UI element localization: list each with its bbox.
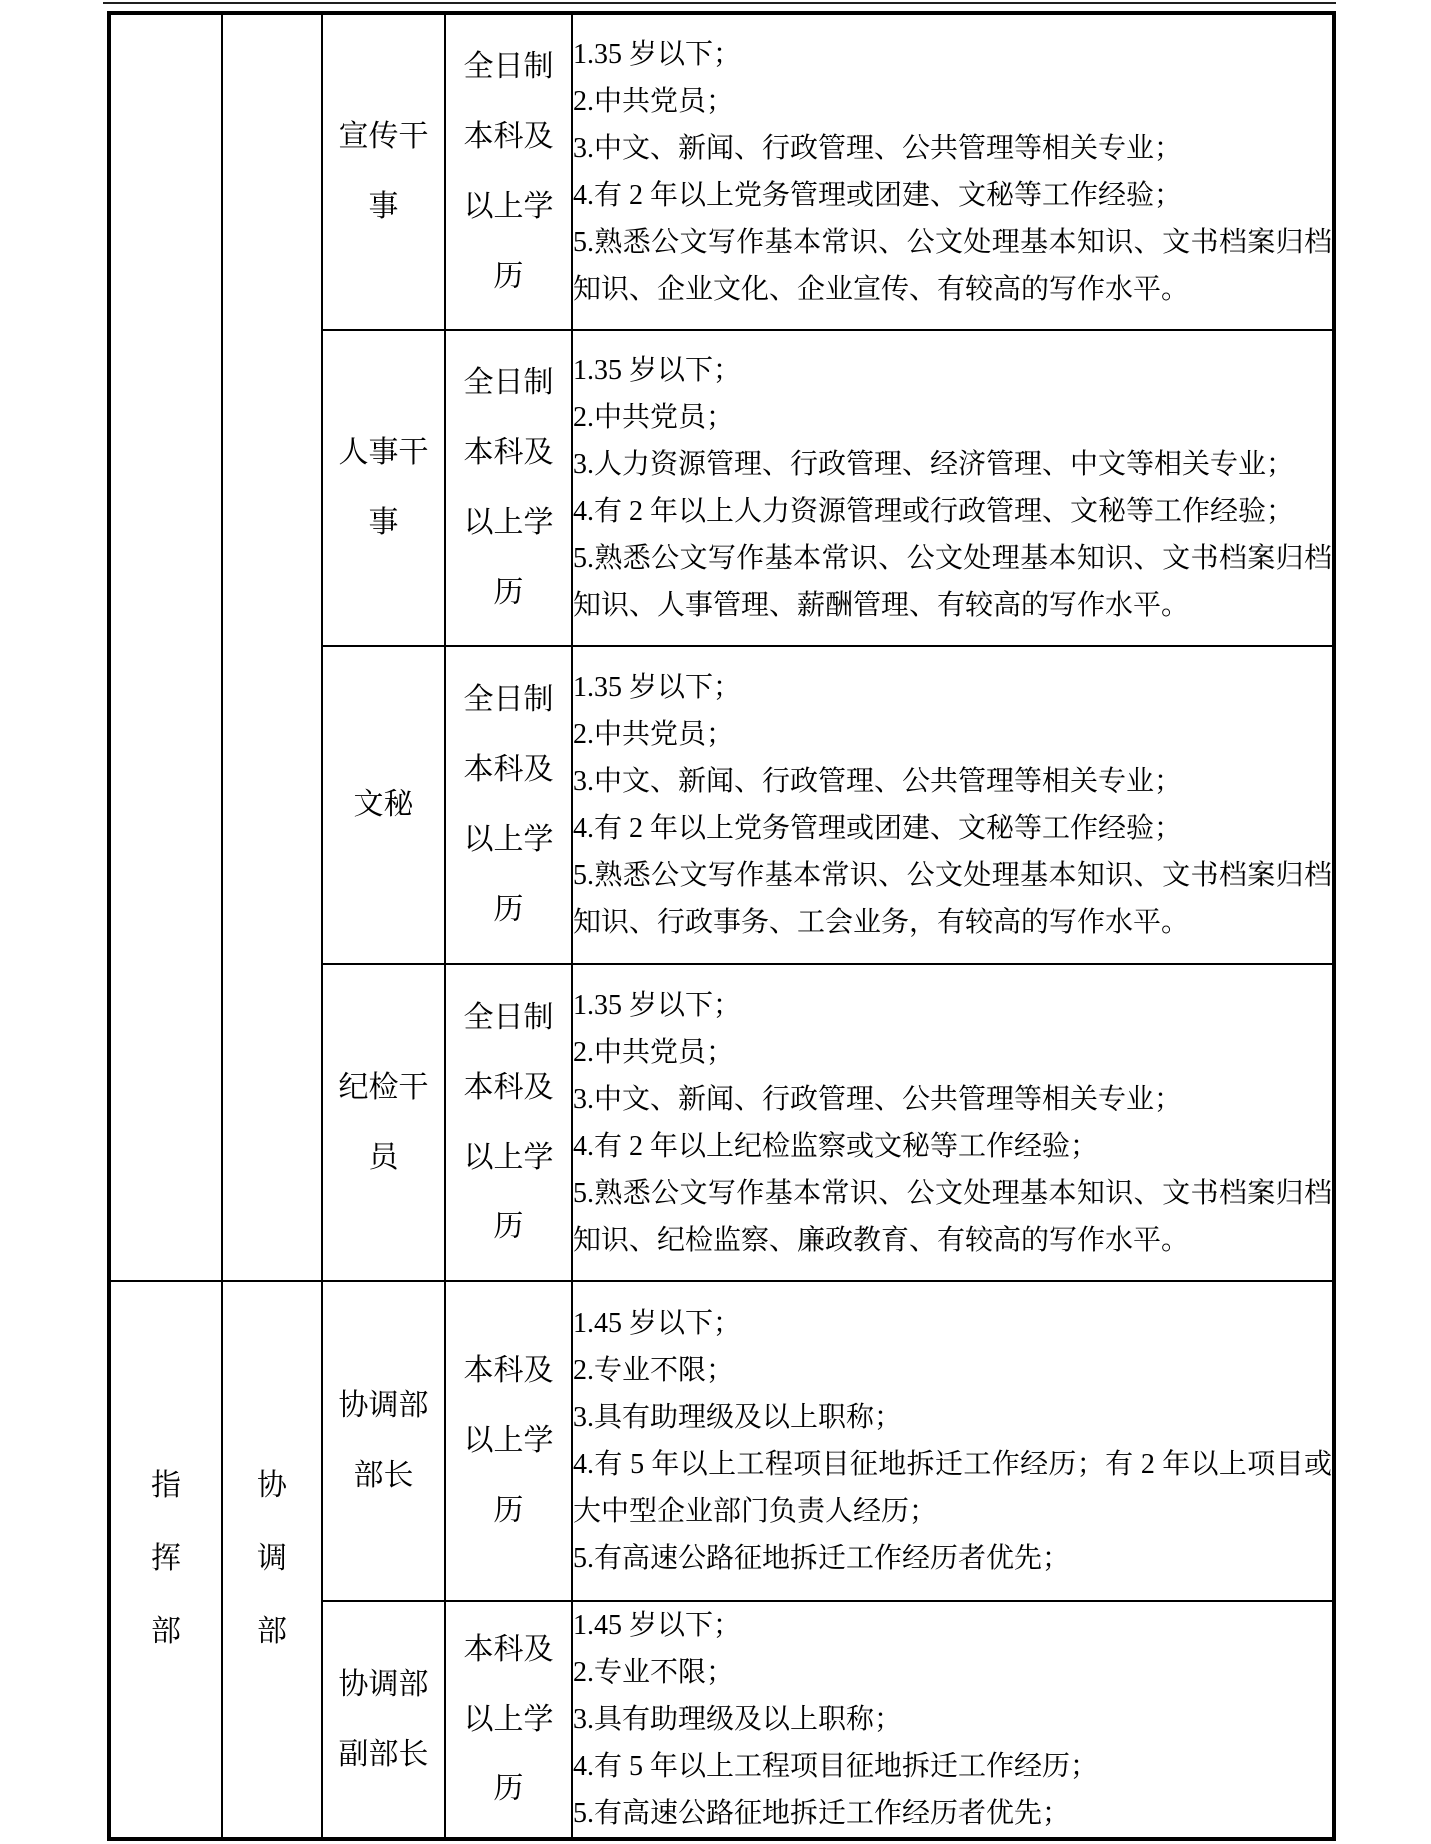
cell-position: [322, 964, 445, 1281]
cell-requirements: [572, 964, 1334, 1281]
requirement-item: 4.有 2 年以上党务管理或团建、文秘等工作经验；: [573, 180, 1183, 211]
requirement-item: 5.熟悉公文写作基本常识、公文处理基本知识、文书档案归档知识、纪检监察、廉政教育、有较高的写作水平。: [573, 1177, 1332, 1256]
requirement-item: 2.专业不限；: [573, 1657, 735, 1688]
requirement-item: 4.有 2 年以上人力资源管理或行政管理、文秘等工作经验；: [573, 496, 1295, 527]
education-label: 全日制本科及以上学历: [463, 683, 554, 926]
position-label: 协调部副部长: [338, 1667, 429, 1771]
requirement-item: 1.45 岁以下；: [573, 1308, 742, 1339]
cell-education: [445, 330, 572, 646]
requirement-item: 2.中共党员；: [573, 719, 735, 750]
position-label: 宣传干事: [338, 120, 429, 223]
requirement-item: 4.有 5 年以上工程项目征地拆迁工作经历；有 2 年以上项目或大中型企业部门负责人经历；: [573, 1449, 1332, 1527]
group-label: 指挥部: [151, 1469, 181, 1648]
table-row: [109, 1281, 1334, 1601]
requirement-item: 1.35 岁以下；: [573, 355, 742, 386]
requirement-item: 2.专业不限；: [573, 1355, 735, 1386]
requirement-item: 1.35 岁以下；: [573, 672, 742, 703]
cell-requirements: [572, 1601, 1334, 1839]
recruitment-table: [107, 11, 1336, 1841]
cell-position: [322, 646, 445, 964]
cell-education: [445, 646, 572, 964]
requirement-item: 1.45 岁以下；: [573, 1610, 742, 1641]
cell-requirements: [572, 1281, 1334, 1601]
cell-position: [322, 1601, 445, 1839]
requirement-item: 5.熟悉公文写作基本常识、公文处理基本知识、文书档案归档知识、企业文化、企业宣传、有较高的写作水平。: [573, 227, 1332, 305]
education-label: 本科及以上学历: [463, 1632, 554, 1806]
education-label: 全日制本科及以上学历: [463, 366, 554, 609]
page-top-rule: [103, 2, 1336, 4]
education-label: 全日制本科及以上学历: [463, 50, 554, 293]
requirement-item: 4.有 2 年以上党务管理或团建、文秘等工作经验；: [573, 813, 1183, 844]
position-label: 协调部部长: [338, 1389, 429, 1492]
requirement-item: 3.中文、新闻、行政管理、公共管理等相关专业；: [573, 133, 1183, 164]
requirement-item: 3.中文、新闻、行政管理、公共管理等相关专业；: [573, 1083, 1183, 1115]
position-label: 人事干事: [338, 436, 429, 539]
requirement-item: 3.具有助理级及以上职称；: [573, 1704, 903, 1735]
cell-group: [109, 13, 222, 1281]
requirement-item: 1.35 岁以下；: [573, 39, 742, 70]
requirement-item: 5.有高速公路征地拆迁工作经历者优先；: [573, 1798, 1071, 1829]
requirement-item: 2.中共党员；: [573, 86, 735, 117]
cell-education: [445, 964, 572, 1281]
cell-group: [109, 1281, 222, 1839]
requirement-item: 3.具有助理级及以上职称；: [573, 1402, 903, 1433]
requirement-item: 5.有高速公路征地拆迁工作经历者优先；: [573, 1543, 1071, 1574]
cell-department: [222, 13, 322, 1281]
department-label: 协调部: [257, 1469, 287, 1648]
cell-requirements: [572, 646, 1334, 964]
requirement-item: 3.人力资源管理、行政管理、经济管理、中文等相关专业；: [573, 449, 1295, 480]
requirement-item: 4.有 5 年以上工程项目征地拆迁工作经历；: [573, 1751, 1099, 1782]
requirement-item: 5.熟悉公文写作基本常识、公文处理基本知识、文书档案归档知识、人事管理、薪酬管理、有较高的写作水平。: [573, 543, 1332, 621]
requirement-item: 2.中共党员；: [573, 1036, 735, 1068]
education-label: 本科及以上学历: [463, 1354, 554, 1527]
requirement-item: 1.35 岁以下；: [573, 989, 742, 1021]
cell-education: [445, 13, 572, 330]
cell-position: [322, 330, 445, 646]
cell-requirements: [572, 330, 1334, 646]
requirement-item: 4.有 2 年以上纪检监察或文秘等工作经验；: [573, 1130, 1099, 1162]
cell-position: [322, 13, 445, 330]
cell-requirements: [572, 13, 1334, 330]
education-label: 全日制本科及以上学历: [463, 1000, 554, 1244]
cell-position: [322, 1281, 445, 1601]
table-row: [109, 13, 1334, 330]
requirement-item: 3.中文、新闻、行政管理、公共管理等相关专业；: [573, 766, 1183, 797]
requirement-item: 2.中共党员；: [573, 402, 735, 433]
position-label: 文秘: [353, 788, 414, 822]
cell-education: [445, 1281, 572, 1601]
cell-department: [222, 1281, 322, 1839]
cell-education: [445, 1601, 572, 1839]
requirement-item: 5.熟悉公文写作基本常识、公文处理基本知识、文书档案归档知识、行政事务、工会业务，有较高的写作水平。: [573, 860, 1332, 938]
position-label: 纪检干员: [338, 1070, 429, 1174]
